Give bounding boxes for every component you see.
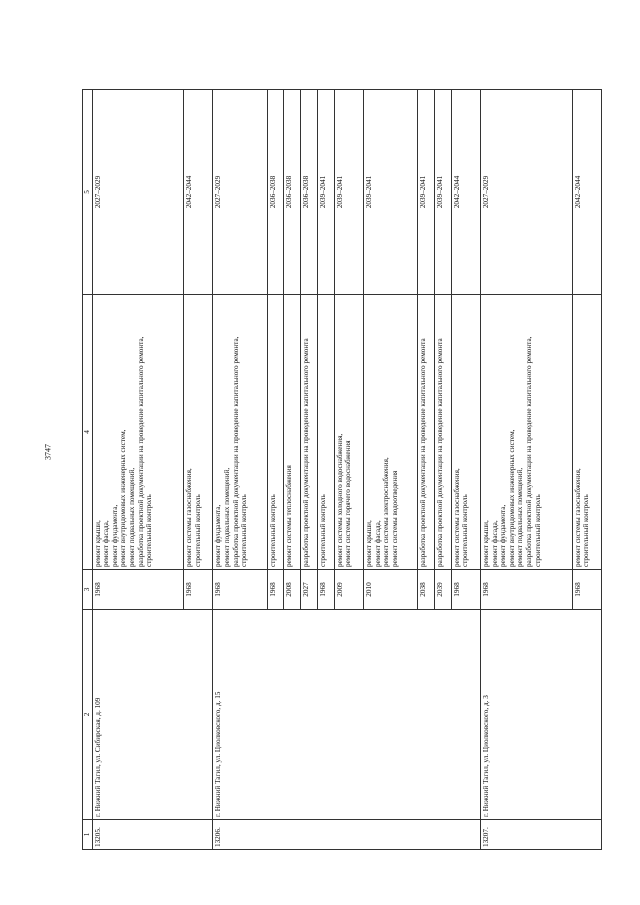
column-header: 4 — [83, 295, 93, 570]
planned-period: 2042–2044 — [572, 90, 601, 295]
commission-year: 2027 — [301, 570, 318, 610]
object-address: г. Нижний Тагил, ул. Циолковского, д. 3 — [481, 610, 602, 820]
column-header: 2 — [83, 610, 93, 820]
object-address: г. Нижний Тагил, ул. Сибирская, д. 109 — [92, 610, 213, 820]
repair-works: разработка проектной документации на проведение капитального ремонта — [435, 295, 452, 570]
object-number: 13207. — [481, 820, 602, 850]
repair-works: строительный контроль — [267, 295, 284, 570]
object-number: 13206. — [213, 820, 481, 850]
repair-works: ремонт системы газоснабжения, строительный контроль — [451, 295, 480, 570]
repair-works: ремонт системы теплоснабжения — [284, 295, 301, 570]
commission-year: 2010 — [364, 570, 418, 610]
table-row — [92, 90, 184, 850]
object-address: г. Нижний Тагил, ул. Циолковского, д. 15 — [213, 610, 481, 820]
repair-works: разработка проектной документации на проведение капитального ремонта — [418, 295, 435, 570]
planned-period: 2036–2038 — [301, 90, 318, 295]
repair-works: ремонт системы газоснабжения, строительный контроль — [572, 295, 601, 570]
commission-year: 1968 — [451, 570, 480, 610]
repair-works: ремонт крыши, ремонт фасада, ремонт системы электроснабжения, ремонт системы водоотведения — [364, 295, 418, 570]
planned-period: 2027–2029 — [481, 90, 573, 295]
commission-year: 1968 — [572, 570, 601, 610]
page-number: 3747 — [43, 444, 53, 460]
header-row — [83, 90, 93, 850]
planned-period: 2027–2029 — [92, 90, 184, 295]
column-header: 3 — [83, 570, 93, 610]
planned-period: 2042–2044 — [451, 90, 480, 295]
commission-year: 1968 — [317, 570, 334, 610]
repair-works: ремонт фундамента, ремонт подвальных помещений, разработка проектной документации на проведение капитального ремонта, строительный контроль — [213, 295, 267, 570]
commission-year: 2009 — [334, 570, 363, 610]
planned-period: 2027–2029 — [213, 90, 267, 295]
repair-works: разработка проектной документации на проведение капитального ремонта — [301, 295, 318, 570]
repair-works: ремонт системы газоснабжения, строительный контроль — [184, 295, 213, 570]
planned-period: 2039–2041 — [418, 90, 435, 295]
commission-year: 1968 — [267, 570, 284, 610]
table-row — [213, 90, 267, 850]
commission-year: 2038 — [418, 570, 435, 610]
repair-works: ремонт крыши, ремонт фасада, ремонт фундамента, ремонт внутридомовых инженерных систем, ремонт подвальных помещений, разработка проектной документации на проведение капитального ремонта, строительный контроль — [481, 295, 573, 570]
object-number: 13205. — [92, 820, 213, 850]
commission-year: 1968 — [213, 570, 267, 610]
planned-period: 2042–2044 — [184, 90, 213, 295]
repair-schedule-table — [82, 89, 602, 850]
commission-year: 1968 — [184, 570, 213, 610]
repair-works: строительный контроль — [317, 295, 334, 570]
planned-period: 2039–2041 — [435, 90, 452, 295]
repair-works: ремонт системы холодного водоснабжения, ремонт системы горячего водоснабжения — [334, 295, 363, 570]
table-rotator — [82, 90, 602, 850]
commission-year: 1968 — [481, 570, 573, 610]
column-header: 5 — [83, 90, 93, 295]
table-row — [481, 90, 573, 850]
planned-period: 2036–2038 — [284, 90, 301, 295]
planned-period: 2036–2038 — [267, 90, 284, 295]
commission-year: 2008 — [284, 570, 301, 610]
commission-year: 1968 — [92, 570, 184, 610]
planned-period: 2039–2041 — [317, 90, 334, 295]
column-header: 1 — [83, 820, 93, 850]
commission-year: 2039 — [435, 570, 452, 610]
planned-period: 2039–2041 — [364, 90, 418, 295]
repair-works: ремонт крыши, ремонт фасада, ремонт фундамента, ремонт внутридомовых инженерных систем, ремонт подвальных помещений, разработка проектной документации на проведение капитального ремонта, строительный контроль — [92, 295, 184, 570]
table-body — [92, 90, 601, 850]
rotated-page — [82, 90, 602, 850]
planned-period: 2039–2041 — [334, 90, 363, 295]
